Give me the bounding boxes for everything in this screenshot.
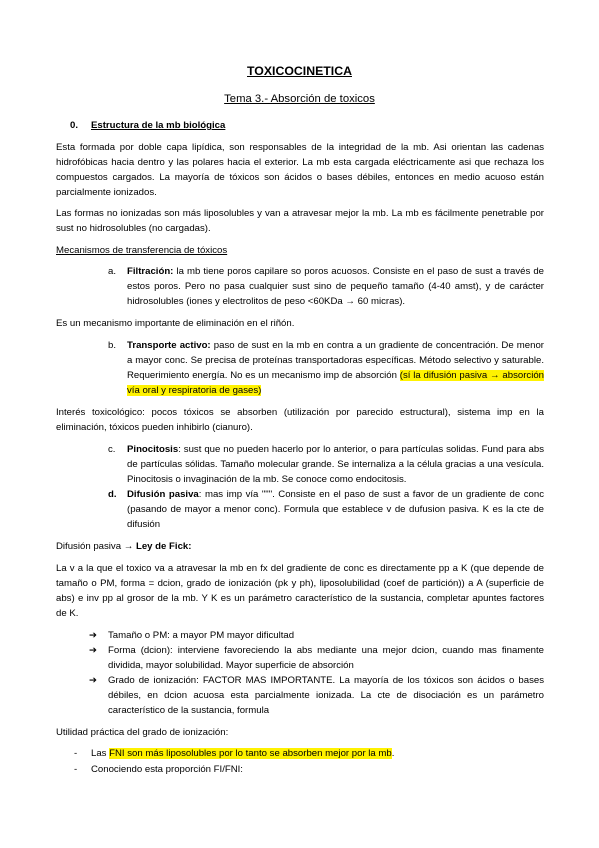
dash-item-fni-prefix: Las [91,748,110,759]
pinocitosis-text: : sust que no pueden hacerlo por lo anterior, o para partículas solidas. Fund para abs de partículas sólidas. Tamaño molecular grande. Se internaliza a la célula gracias a una vesícula. Pinocitosis o invaginación de la mb. Se conoce como endocitosis. [127,444,544,485]
term-difusion-pasiva: Difusión pasiva [127,489,199,500]
document-subtitle: Tema 3.- Absorción de toxicos [224,93,375,105]
term-filtracion: Filtración: [127,266,174,277]
term-pinocitosis: Pinocitosis [127,444,179,455]
arrow-right-icon: ➔ [89,675,98,686]
list-marker-c: c. [108,444,116,455]
paragraph-interes-toxicologico: Interés toxicológico: pocos tóxicos se absorben (utilización por parecido estructural), sistema imp en la eliminación, tóxicos pueden inhibirlo (cianuro). [56,407,544,433]
list-marker-d: d. [108,489,117,500]
section-heading: Estructura de la mb biológica [91,120,226,131]
fick-law-label: Ley de Fick: [135,541,192,552]
difusion-pasiva-text: : mas imp vía """. Consiste en el paso de sust a favor de un gradiente de conc (pasando de mayor a menor conc). Formula que establece v de dufusion pasiva. K es la cte de difusión [127,489,544,530]
paragraph-kidney: Es un mecanismo importante de eliminación en el riñón. [56,318,295,329]
fick-prefix: Difusión pasiva → [56,541,136,552]
dash-item-proporcion: Conociendo esta proporción FI/FNI: [91,764,243,775]
arrow-item-forma: Forma (dcion): interviene favoreciendo la abs mediante una mejor dcion, cuando mas finamente dividida, mayor solubilidad. Mayor superficie de absorción [108,645,544,671]
list-item-pinocitosis [127,442,544,487]
filtracion-text: la mb tiene poros capilare so poros acuosos. Consiste en el paso de sust a través de estos poros. Pero no pasa cualquier sust sino de pequeño tamaño (4-40 amst), y de carácter hidrosolubles (iones y electrolitos de peso <60KDa → 60 micras). [127,266,544,307]
paragraph-non-ionized: Las formas no ionizadas son más liposolubles y van a atravesar mejor la mb. La mb es fácilmente penetrable por sust no hidrosolubles (no cargadas). [56,208,544,234]
dash-marker-1: - [74,748,78,759]
arrow-right-icon: ➔ [89,630,98,641]
list-item-transporte-activo [127,338,544,398]
document-title: TOXICOCINETICA [247,64,352,78]
list-marker-a: a. [108,266,117,277]
dash-item-fni-suffix: . [391,748,395,759]
paragraph-fick: La v a la que el toxico va a atravesar la mb en fx del gradiente de conc es directamente pp a K (que depende de tamaño o PM, forma = dcion, grado de ionización (pk y ph), liposolubilidad (coef de partición)) a A (superficie de abs) e inv pp al grosor de la mb. Y K es un parámetro característico de la sustancia, completar apuntes factores de K. [56,563,544,619]
utility-heading: Utilidad práctica del grado de ionización: [56,727,229,738]
section-number: 0. [70,120,79,131]
arrow-item-ionizacion: Grado de ionización: FACTOR MAS IMPORTANTE. La mayoría de los tóxicos son ácidos o bases débiles, en dcion acuosa esta parcialmente ionizada. La cte de disociación es un parámetro característico de la sustancia, formula [108,675,544,716]
list-item-filtracion [127,264,544,309]
dash-item-fni [91,746,394,761]
fick-heading [56,539,191,554]
term-transporte-activo: Transporte activo: [127,340,211,351]
arrow-right-icon: ➔ [89,645,98,656]
highlight-difusion-pasiva: (sí la difusión pasiva → absorción vía oral y respiratoria de gases) [127,370,544,396]
list-marker-b: b. [108,340,117,351]
highlight-fni: FNI son más liposolubles por lo tanto se absorben mejor por la mb [109,748,392,759]
paragraph-membrane: Esta formada por doble capa lipídica, son responsables de la integridad de la mb. Asi orientan las cadenas hidrofóbicas hacia dentro y las polares hacia el exterior. La mb esta cargada eléctricamente asi que rechaza los compuestos cargados. La mayoría de tóxicos son ácidos o bases débiles, entonces en medio acuoso están parcialmente ionizados. [56,142,544,198]
dash-marker-2: - [74,764,78,775]
transporte-activo-text: paso de sust en la mb en contra a un gradiente de concentración. De menor a mayor conc. Se precisa de proteínas transportadoras específicas. Método selectivo y saturable. Requerimiento energía. No es un mecanismo imp de absorción [127,340,545,381]
list-item-difusion-pasiva [127,487,544,532]
arrow-item-tamano: Tamaño o PM: a mayor PM mayor dificultad [108,630,295,641]
mechanisms-heading: Mecanismos de transferencia de tóxicos [56,245,228,256]
